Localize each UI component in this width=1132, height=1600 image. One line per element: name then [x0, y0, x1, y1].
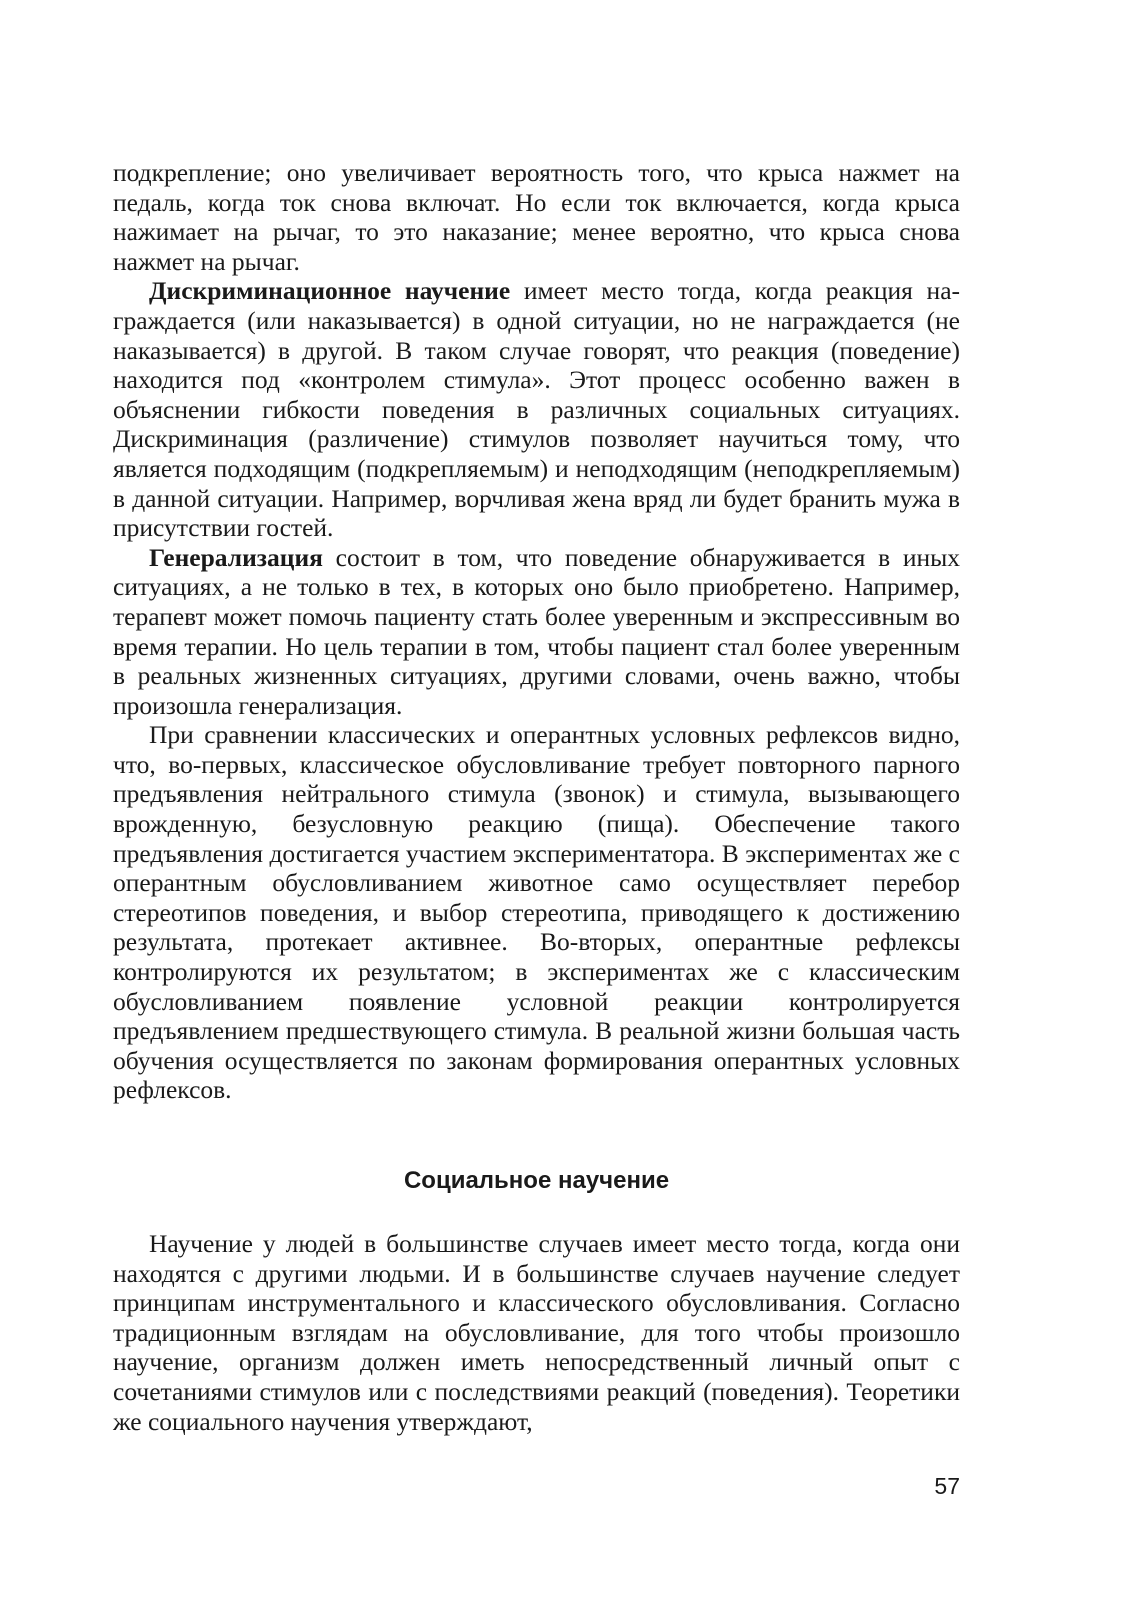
paragraph-text: состоит в том, что поведение обнаруживается в иных ситуациях, а не только в тех, в которых оно было приобретено. Например, терапевт может помочь пациенту стать более уверенным и экспрессивным во время терапии. Но цель терапии в том, чтобы пациент стал более уверенным в реальных жизненных ситуациях, другими словами, очень важно, чтобы произошла генерализация.	[113, 542, 960, 720]
paragraph-text: При сравнении классических и оперантных условных рефлексов видно, что, во-первых, классическое обусловливание требует повторного парного предъявления нейтрального стимула (звонок) и стимула, вызывающего врожденную, безусловную реакцию (пища). Обеспечение такого предъявления достигается участием экспериментатора. В экспериментах же с оперантным обусловливанием животное само осуществляет перебор стереотипов поведения, и выбор стереотипа, приводящего к достижению результата, протекает активнее. Во-вторых, оперантные рефлексы контролируются их результатом; в экспериментах же с классическим обусловливанием появление условной реакции контролируется предъявлением предшествующего стимула. В реальной жизни большая часть обучения осуществляется по законам формирования оперантных условных рефлексов.	[113, 720, 960, 1105]
paragraph-classical-vs-operant	[113, 720, 960, 1105]
term-discrimination-learning: Дискриминационное научение	[149, 276, 511, 306]
paragraph-text: Научение у людей в большинстве случаев имеет место тогда, когда они находятся с другими людьми. И в большинстве случаев научение следует принципам инструментального и классического обусловливания. Согласно традиционным взглядам на обусловливание, для того чтобы произошло научение, организм должен иметь непосредственный личный опыт с сочетаниями стимулов или с последствиями реакций (поведения). Теоретики же социального научения утверждают,	[113, 1229, 960, 1436]
paragraph-reinforcement-continued	[113, 158, 960, 276]
section-heading-social-learning: Социальное научение	[403, 1167, 670, 1194]
term-generalization: Генерализация	[149, 542, 323, 572]
paragraph-text: подкрепление; оно увеличивает вероятность того, что крыса нажмет на педаль, когда ток снова включат. Но если ток включается, когда крыса нажимает на рычаг, то это наказание; менее вероятно, что крыса снова нажмет на рычаг.	[113, 158, 960, 276]
paragraph-social-learning-intro	[113, 1229, 960, 1436]
body-text-bottom	[113, 1229, 960, 1436]
paragraph-generalization	[113, 543, 960, 721]
body-text-top	[113, 158, 960, 1105]
paragraph-text: имеет место тогда, когда реакция награждается (или наказывается) в одной ситуации, но не награждается (не наказывается) в другой. В таком случае говорят, что реакция (поведение) находится под «контролем стимула». Этот процесс особенно важен в объяснении гибкости поведения в различных социальных ситуациях. Дискриминация (различение) стимулов позволяет научиться тому, что является подходящим (подкрепляемым) и неподходящим (неподкрепляемым) в данной ситуации. Например, ворчливая жена вряд ли будет бранить мужа в присутствии гостей.	[113, 276, 961, 543]
page-number: 57	[934, 1473, 960, 1499]
paragraph-discrimination-learning	[113, 276, 960, 542]
